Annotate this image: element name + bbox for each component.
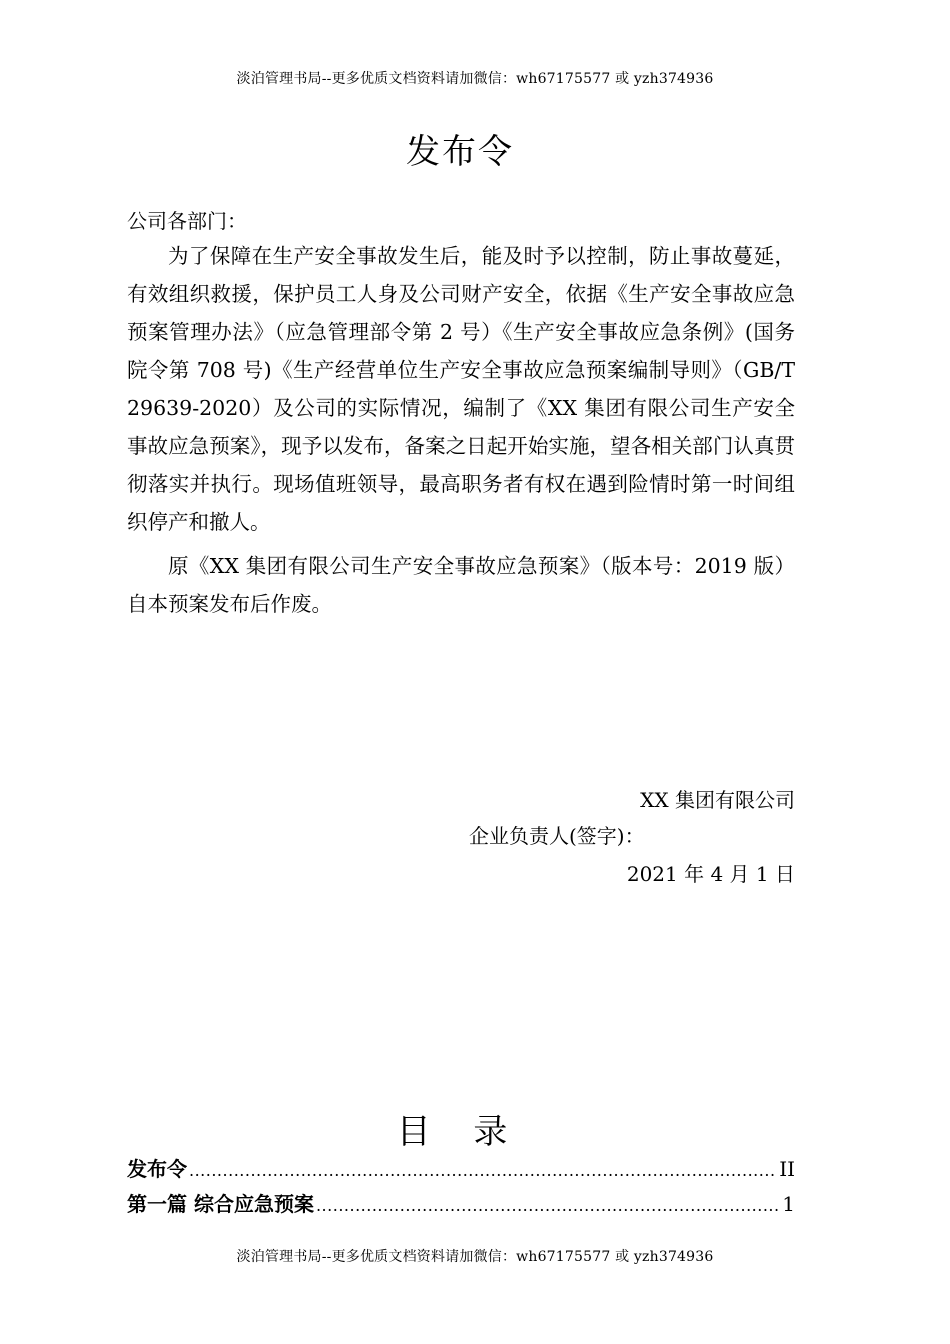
toc-entry[interactable] — [127, 1188, 795, 1217]
signature-date: 2021 年 4 月 1 日 — [626, 862, 795, 886]
toc-entry-page: 1 — [782, 1192, 795, 1216]
document-title: 发布令 — [406, 132, 514, 172]
toc-entry[interactable] — [127, 1153, 795, 1182]
signature-company: XX 集团有限公司 — [640, 788, 795, 812]
signature-representative: 企业负责人(签字)： — [469, 824, 645, 848]
salutation: 公司各部门： — [127, 209, 247, 233]
toc-title: 目 录 — [396, 1112, 524, 1152]
body-paragraph: 原《XX 集团有限公司生产安全事故应急预案》（版本号：2019 版）自本预案发布后作废。 — [127, 554, 795, 616]
page-header: 淡泊管理书局--更多优质文档资料请加微信：wh67175577 或 yzh374936 — [236, 71, 714, 87]
toc-entry-label: 第一篇 综合应急预案 — [127, 1192, 314, 1216]
toc-entry-label: 发布令 — [127, 1157, 187, 1181]
page-footer: 淡泊管理书局--更多优质文档资料请加微信：wh67175577 或 yzh374936 — [236, 1249, 714, 1265]
toc-dot-leader — [189, 1161, 777, 1180]
body-paragraph: 为了保障在生产安全事故发生后，能及时予以控制，防止事故蔓延，有效组织救援，保护员工人身及公司财产安全，依据《生产安全事故应急预案管理办法》（应急管理部令第 2 号）《生产安全事故应急条例》(国务院令第 708 号)《生产经营单位生产安全事故应急预案编制导则》（GB/T 29639-2020）及公司的实际情况，编制了《XX 集团有限公司生产安全事故应急预案》，现予以发布，备案之日起开始实施，望各相关部门认真贯彻落实并执行。现场值班领导，最高职务者有权在遇到险情时第一时间组织停产和撤人。 — [127, 244, 795, 534]
toc-entry-page: II — [779, 1157, 795, 1181]
toc-dot-leader — [316, 1196, 780, 1215]
